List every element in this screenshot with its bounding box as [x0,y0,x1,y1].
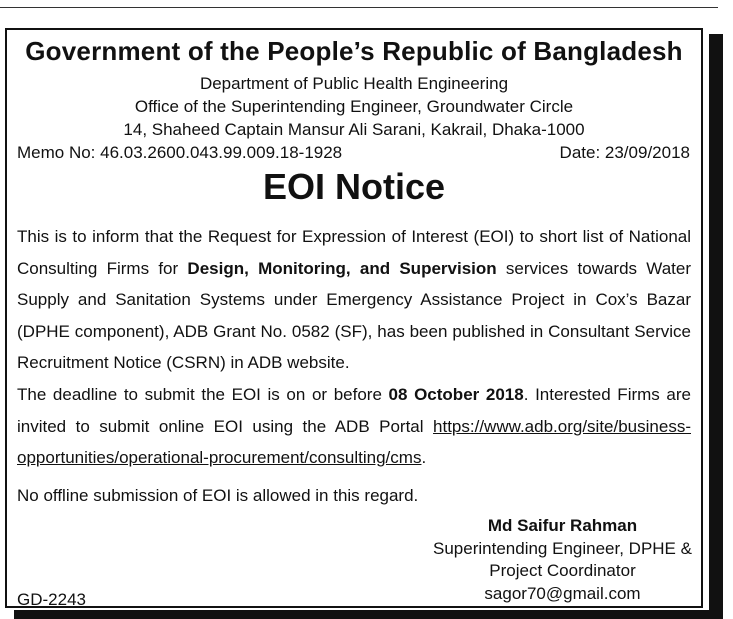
memo-row [17,143,690,163]
signatory-email: sagor70@gmail.com [484,583,641,603]
office-address: 14, Shaheed Captain Mansur Ali Sarani, Kakrail, Dhaka-1000 [123,120,585,139]
signatory-designation-1: Superintending Engineer, DPHE & [433,538,692,558]
frame-shadow-right [709,34,723,619]
paragraph-deadline-text-3: . [421,448,427,467]
signatory-designation-2: Project Coordinator [489,561,636,580]
paragraph-deadline-text-2: . Interested Firms are invited to submit online EOI using the ADB Portal [17,385,691,436]
signatory-name: Md Saifur Rahman [487,516,638,535]
paragraph-deadline-text-1: The deadline to submit the EOI is on or before [17,385,389,404]
adb-portal-link[interactable]: https://www.adb.org/site/business-opportunities/operational-procurement/consulting/cms [17,416,691,467]
notice-title: EOI Notice [262,166,446,207]
memo-number: Memo No: 46.03.2600.043.99.009.18-1928 [17,143,343,162]
frame-shadow-bottom [14,610,723,619]
paragraph-deadline [17,379,691,474]
memo-date: Date: 23/09/2018 [559,143,690,162]
top-divider [0,7,718,8]
paragraph-publication [17,221,691,379]
government-title: Government of the People’s Republic of Bangladesh [25,36,683,66]
paragraph-publication-text-1: This is to inform that the Request for Expression of Interest (EOI) to short list of National Consulting Firms for [17,227,691,278]
paragraph-offline-note: No offline submission of EOI is allowed in this regard. [17,486,419,505]
department-name: Department of Public Health Engineering [199,74,509,93]
services-scope: Design, Monitoring, and Supervision [187,258,497,278]
deadline-date: 08 October 2018 [388,385,524,404]
gd-code: GD-2243 [17,590,86,609]
signature-block [420,515,705,605]
office-name: Office of the Superintending Engineer, Groundwater Circle [134,97,574,116]
paragraph-publication-text-2: services towards Water Supply and Sanitation Systems under Emergency Assistance Project in Cox’s Bazar (DPHE component), ADB Grant No. 0582 (SF), has been published in Consultant Service Recruitment Notice (CSRN) in ADB website. [17,258,692,372]
